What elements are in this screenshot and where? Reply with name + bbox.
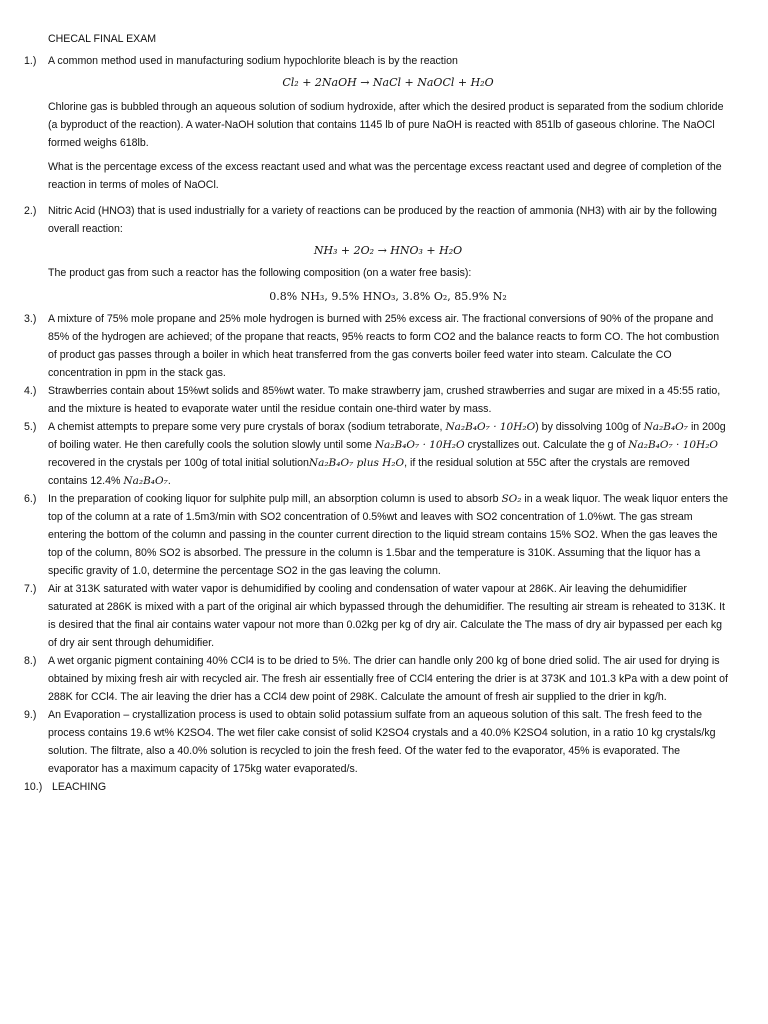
question-5 (24, 418, 728, 490)
question-text: A chemist attempts to prepare some very pure crystals of borax (sodium tetraborate, Na₂B₄O₇ · 10H₂O) by dissolving 100g of Na₂B₄O₇ in 200g of boiling water. He then carefully cools the solution slowly until some Na₂B₄O₇ · 10H₂O crystallizes out. Calculate the g of Na₂B₄O₇ · 10H₂O recovered in the crystals per 100g of total initial solutionNa₂B₄O₇ plus H₂O, if the residual solution at 55C after the crystals are removed contains 12.4% Na₂B₄O₇. (48, 421, 726, 487)
borax-formula: Na₂B₄O₇ (643, 421, 688, 433)
question-text: A common method used in manufacturing sodium hypochlorite bleach is by the reaction (48, 55, 458, 67)
question-number: 4.) (24, 385, 37, 397)
question-6 (24, 490, 728, 580)
question-number: 5.) (24, 421, 37, 433)
question-number: 7.) (24, 583, 37, 595)
borax-formula: Na₂B₄O₇ (123, 475, 168, 487)
borax-hydrate-formula: Na₂B₄O₇ · 10H₂O (628, 439, 719, 451)
question-paragraph: What is the percentage excess of the excess reactant used and what was the percentage excess reactant used and degree of completion of the reaction in terms of moles of NaOCl. (48, 161, 722, 191)
question-text: Strawberries contain about 15%wt solids and 85%wt water. To make strawberry jam, crushed strawberries and sugar are mixed in a 45:55 ratio, and the mixture is heated to evaporate water until the residue contain one-third water by mass. (48, 385, 721, 415)
question-8 (24, 652, 728, 706)
reaction-equation: Cl₂ + 2NaOH → NaCl + NaOCl + H₂O (282, 76, 494, 89)
question-text: In the preparation of cooking liquor for sulphite pulp mill, an absorption column is used to absorb SO₂ in a weak liquor. The weak liquor enters the top of the column at a rate of 1.5m3/min with SO2 concentration of 0.5%wt and leaves with SO2 concentration of 1.0%wt. The gas stream entering the bottom of the column and passing in the counter current direction to the liquid stream contains 15% SO2. When the gas leaves the top of the column, 80% SO2 is absorbed. The pressure in the column is 1.5bar and the temperature is 310K. Assuming that the liquor has a specific gravity of 1.0, determine the percentage SO2 in the gas leaving the column. (48, 493, 728, 577)
question-text: A wet organic pigment containing 40% CCl4 is to be dried to 5%. The drier can handle only 200 kg of bone dried solid. The air used for drying is obtained by mixing fresh air with recycled air. The fresh air essentially free of CCl4 entering the drier is at 373K and 101.3 kPa with a dew point of 288K for CCl4. The air leaving the drier has a CCl4 dew point of 298K. Calculate the amount of fresh air supplied to the drier in kg/h. (48, 655, 728, 703)
question-1 (24, 52, 728, 194)
exam-title: CHECAL FINAL EXAM (48, 33, 157, 45)
question-2 (24, 202, 728, 310)
question-text: LEACHING (52, 781, 107, 793)
reaction-equation: NH₃ + 2O₂ → HNO₃ + H₂O (313, 244, 463, 257)
question-paragraph: The product gas from such a reactor has the following composition (on a water free basis): (48, 267, 472, 279)
gas-composition: 0.8% NH₃, 9.5% HNO₃, 3.8% O₂, 85.9% N₂ (269, 290, 507, 303)
borax-water-formula: Na₂B₄O₇ plus H₂O (308, 457, 405, 469)
question-text: Nitric Acid (HNO3) that is used industrially for a variety of reactions can be produced by the reaction of ammonia (NH3) with air by the following overall reaction: (48, 205, 717, 235)
question-7 (24, 580, 728, 652)
question-number: 3.) (24, 313, 37, 325)
question-number: 2.) (24, 205, 37, 217)
question-4 (24, 382, 728, 418)
so2-formula: SO₂ (501, 493, 522, 505)
question-number: 10.) (24, 781, 43, 793)
question-10 (24, 778, 728, 796)
question-number: 1.) (24, 55, 37, 67)
question-text: An Evaporation – crystallization process is used to obtain solid potassium sulfate from an aqueous solution of this salt. The fresh feed to the process contains 19.6 wt% K2SO4. The wet filer cake consist of solid K2SO4 crystals and a 40.0% K2SO4 solution, in a ratio 10 kg crystals/kg solution. The filtrate, also a 40.0% solution is recycled to join the fresh feed. Of the water fed to the evaporator, 45% is evaporated. The evaporator has a maximum capacity of 175kg water evaporated/s. (48, 709, 716, 775)
question-number: 9.) (24, 709, 37, 721)
question-paragraph: Chlorine gas is bubbled through an aqueous solution of sodium hydroxide, after which the desired product is separated from the sodium chloride (a byproduct of the reaction). A water-NaOH solution that contains 1145 lb of pure NaOH is reacted with 851lb of gaseous chlorine. The NaOCl formed weighs 618lb. (48, 101, 724, 149)
question-9 (24, 706, 728, 778)
question-text: Air at 313K saturated with water vapor is dehumidified by cooling and condensation of water vapour at 286K. Air leaving the dehumidifier saturated at 286K is mixed with a part of the original air which bypassed through the dehumidifier. The resulting air stream is reheated to 313K. It is desired that the final air contains water vapour not more than 0.02kg per kg of dry air. Calculate the The mass of dry air bypassed per each kg of dry air sent through dehumidifier. (48, 583, 726, 649)
question-3 (24, 310, 728, 382)
borax-hydrate-formula: Na₂B₄O₇ · 10H₂O (445, 421, 536, 433)
question-number: 6.) (24, 493, 37, 505)
borax-hydrate-formula: Na₂B₄O₇ · 10H₂O (374, 439, 465, 451)
question-number: 8.) (24, 655, 37, 667)
question-text: A mixture of 75% mole propane and 25% mole hydrogen is burned with 25% excess air. The fractional conversions of 90% of the propane and 85% of the hydrogen are achieved; of the propane that reacts, 95% reacts to form CO2 and the balance reacts to form CO. The hot combustion of product gas passes through a boiler in which heat transferred from the gas converts boiler feed water into steam. Calculate the CO concentration in ppm in the stack gas. (48, 313, 720, 379)
